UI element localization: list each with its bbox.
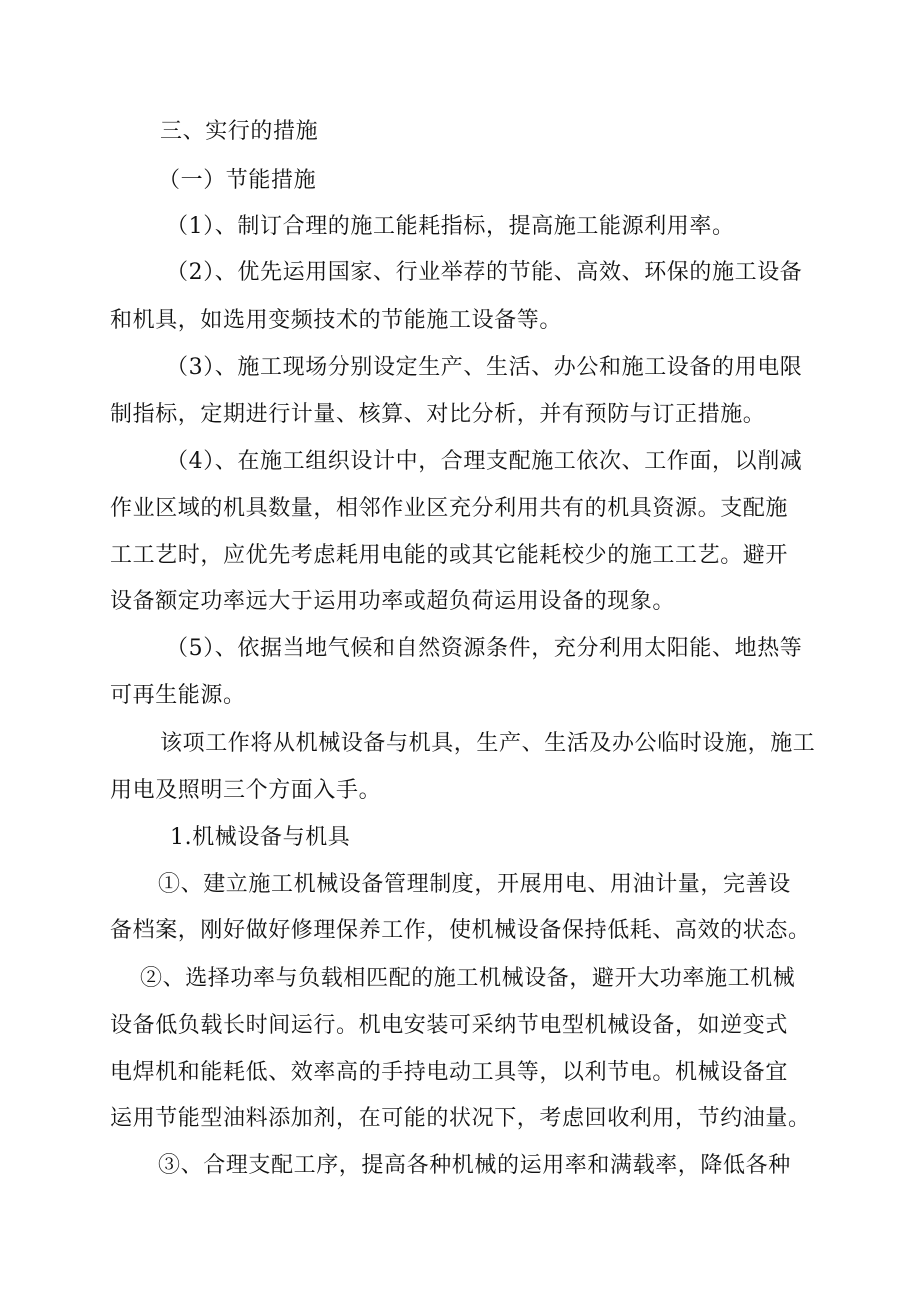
- measure-4-line-2: 作业区域的机具数量，相邻作业区充分利用共有的机具资源。支配施: [110, 496, 789, 521]
- measure-2-line-1: （2）、优先运用国家、行业举荐的节能、高效、环保的施工设备: [166, 260, 803, 285]
- measure-3-line-1: （3）、施工现场分别设定生产、生活、办公和施工设备的用电限: [166, 355, 803, 380]
- measure-4-line-4: 设备额定功率远大于运用功率或超负荷运用设备的现象。: [110, 589, 676, 614]
- item-1-line-2: 备档案，刚好做好修理保养工作，使机械设备保持低耗、高效的状态。: [110, 918, 811, 943]
- measure-3-line-2: 制指标，定期进行计量、核算、对比分析，并有预防与订正措施。: [110, 402, 766, 427]
- measure-4-line-3: 工工艺时，应优先考虑耗用电能的或其它能耗校少的施工工艺。避开: [110, 543, 789, 568]
- item-2-line-2: 设备低负载长时间运行。机电安装可采纳节电型机械设备，如逆变式: [110, 1013, 789, 1038]
- measure-5-line-2: 可再生能源。: [110, 683, 246, 708]
- section-heading: 三、实行的措施: [160, 119, 319, 144]
- item-3-line-1: ③、合理支配工序，提高各种机械的运用率和满载率，降低各种: [158, 1153, 791, 1178]
- item-1-line-1: ①、建立施工机械设备管理制度，开展用电、用油计量，完善设: [158, 872, 791, 897]
- measure-4-line-1: （4）、在施工组织设计中，合理支配施工依次、工作面，以削减: [166, 449, 803, 474]
- intro-line-2: 用电及照明三个方面入手。: [110, 778, 382, 803]
- measure-5-line-1: （5）、依据当地气候和自然资源条件，充分利用太阳能、地热等: [166, 636, 803, 661]
- section-1-title: 1.机械设备与机具: [170, 825, 351, 850]
- intro-line-1: 该项工作将从机械设备与机具，生产、生活及办公临时设施，施工: [160, 731, 816, 756]
- item-2-line-4: 运用节能型油料添加剂，在可能的状况下，考虑回收利用，节约油量。: [110, 1106, 811, 1131]
- item-2-line-1: ②、选择功率与负载相匹配的施工机械设备，避开大功率施工机械: [140, 966, 796, 991]
- measure-1-line-1: （1）、制订合理的施工能耗指标，提高施工能源利用率。: [166, 214, 735, 239]
- subsection-heading: （一）节能措施: [158, 168, 317, 193]
- item-2-line-3: 电焊机和能耗低、效率高的手持电动工具等，以利节电。机械设备宜: [110, 1060, 789, 1085]
- measure-2-line-2: 和机具，如选用变频技术的节能施工设备等。: [110, 308, 563, 333]
